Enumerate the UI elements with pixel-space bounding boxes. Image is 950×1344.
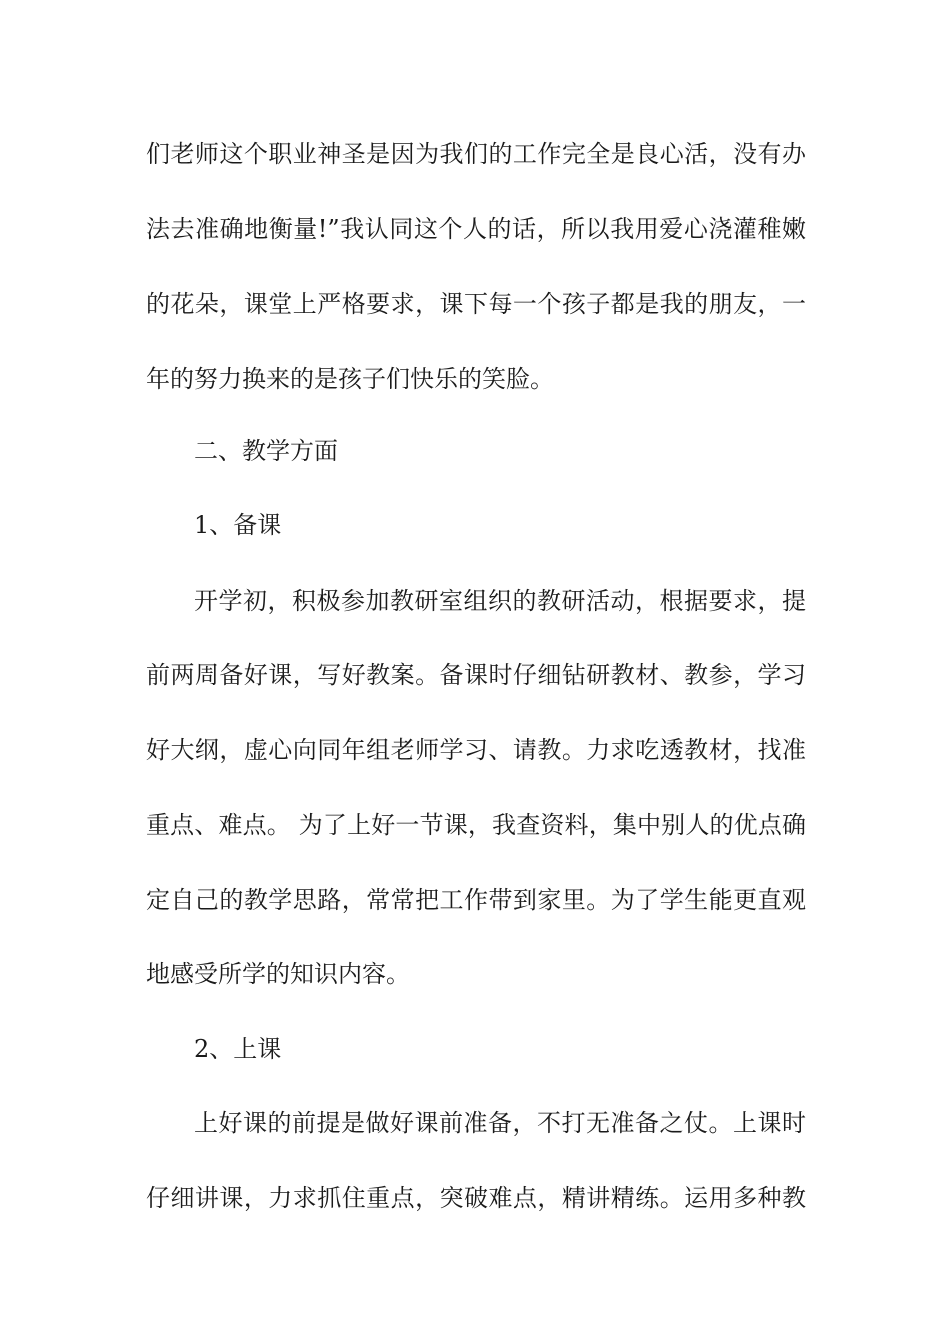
paragraph-line: 好大纲，虚心向同年组老师学习、请教。力求吃透教材，找准 (146, 736, 806, 764)
paragraph-line: 地感受所学的知识内容。 (146, 960, 410, 988)
subsection-heading-lesson-prep: 1、备课 (194, 511, 282, 539)
paragraph-line: 开学初，积极参加教研室组织的教研活动，根据要求，提 (194, 587, 806, 615)
paragraph-line: 定自己的教学思路，常常把工作带到家里。为了学生能更直观 (146, 886, 806, 914)
paragraph-line: 们老师这个职业神圣是因为我们的工作完全是良心活，没有办 (146, 140, 806, 168)
paragraph-line: 的花朵，课堂上严格要求，课下每一个孩子都是我的朋友，一 (146, 290, 806, 318)
paragraph-line: 重点、难点。 为了上好一节课，我查资料，集中别人的优点确 (146, 811, 806, 839)
paragraph-line: 年的努力换来的是孩子们快乐的笑脸。 (146, 365, 554, 393)
paragraph-line: 上好课的前提是做好课前准备，不打无准备之仗。上课时 (194, 1109, 806, 1137)
paragraph-line: 法去准确地衡量!”我认同这个人的话，所以我用爱心浇灌稚嫩 (146, 215, 806, 243)
paragraph-line: 前两周备好课，写好教案。备课时仔细钻研教材、教参，学习 (146, 661, 806, 689)
paragraph-line: 仔细讲课，力求抓住重点，突破难点，精讲精练。运用多种教 (146, 1184, 806, 1212)
section-heading-teaching: 二、教学方面 (194, 437, 338, 465)
subsection-heading-class: 2、上课 (194, 1035, 282, 1063)
